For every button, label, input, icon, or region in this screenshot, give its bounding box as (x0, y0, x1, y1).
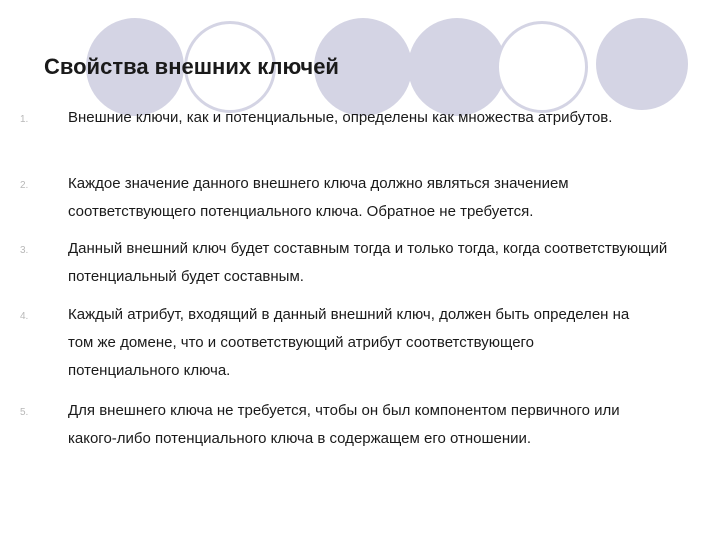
slide-title: Свойства внешних ключей (44, 54, 339, 79)
list-item-text: Каждое значение данного внешнего ключа должно являться значением соответствующего потенциального ключа. Обратное не требуется. (68, 175, 569, 220)
list-item-text: Внешние ключи, как и потенциальные, определены как множества атрибутов. (68, 109, 613, 126)
list-item-text: Каждый атрибут, входящий в данный внешний ключ, должен быть определен на том же домене, что и соответствующий атрибут соответствующего потенциального ключа. (68, 306, 630, 379)
list-item-number: 2. (20, 180, 29, 191)
list-item-number: 1. (20, 114, 29, 125)
list-item-number: 5. (20, 407, 29, 418)
list-item-number: 3. (20, 245, 29, 256)
list-item-text: Для внешнего ключа не требуется, чтобы он был компонентом первичного или какого-либо потенциального ключа в содержащем его отношении. (68, 402, 620, 447)
list-item-text: Данный внешний ключ будет составным тогда и только тогда, когда соответствующий потенциальный будет составным. (68, 240, 668, 285)
list-item-number: 4. (20, 311, 29, 322)
